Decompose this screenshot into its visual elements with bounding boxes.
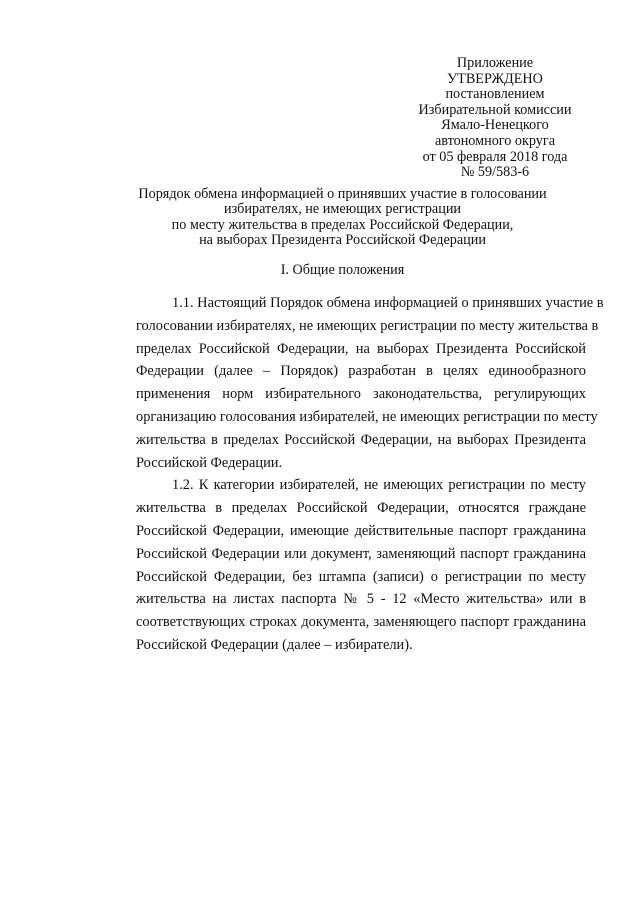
paragraph-line: организацию голосования избирателей, не имеющих регистрации по месту: [136, 408, 598, 425]
approval-line: от 05 февраля 2018 года: [422, 148, 568, 165]
paragraph-line: Российской Федерации, без штампа (записи) о регистрации по месту: [136, 568, 586, 585]
paragraph-line: Федерации (далее – Порядок) разработан в целях единообразного: [136, 363, 586, 380]
approval-line: Ямало-Ненецкого: [441, 117, 549, 134]
document-body: [100, 292, 604, 657]
paragraph-line: Российской Федерации.: [136, 454, 283, 471]
paragraph-line: жительства на листах паспорта № 5 - 12 «Место жительства» или в: [136, 591, 586, 608]
title-line: Порядок обмена информацией о принявших участие в голосовании: [138, 186, 547, 202]
paragraph-line: Российской Федерации, имеющие действительные паспорт гражданина: [136, 522, 586, 539]
paragraph-line: голосовании избирателях, не имеющих регистрации по месту жительства в: [136, 317, 599, 334]
approval-line: № 59/583-6: [460, 164, 530, 181]
title-line: избирателях, не имеющих регистрации: [223, 201, 462, 218]
paragraph-line: Российской Федерации или документ, заменяющий паспорт гражданина: [136, 545, 586, 562]
paragraph-1-2: [100, 474, 586, 656]
approval-line: Приложение: [456, 55, 534, 71]
approval-line: автономного округа: [434, 132, 556, 149]
approval-line: Избирательной комиссии: [418, 101, 572, 118]
title-line: по месту жительства в пределах Российской Федерации,: [171, 216, 514, 233]
paragraph-line: 1.1. Настоящий Порядок обмена информацией о принявших участие в: [172, 295, 604, 311]
paragraph-line: соответствующих строках документа, заменяющего паспорт гражданина: [136, 614, 586, 631]
paragraph-line: Российской Федерации (далее – избиратели).: [136, 636, 413, 653]
paragraph-line: пределах Российской Федерации, на выборах Президента Российской: [136, 340, 586, 357]
section-heading: I. Общие положения: [280, 262, 405, 278]
approval-stamp-block: [400, 56, 590, 181]
paragraph-line: применения норм избирательного законодательства, регулирующих: [136, 386, 586, 403]
title-line: на выборах Президента Российской Федерации: [199, 232, 486, 249]
approval-line: УТВЕРЖДЕНО: [447, 70, 543, 87]
approval-line: постановлением: [445, 86, 545, 103]
document-title: [100, 187, 585, 249]
paragraph-line: жительства в пределах Российской Федерации, относятся граждане: [136, 500, 586, 517]
paragraph-line: 1.2. К категории избирателей, не имеющих регистрации по месту: [172, 477, 586, 494]
paragraph-line: жительства в пределах Российской Федерации, на выборах Президента: [136, 431, 586, 448]
paragraph-1-1: [100, 292, 604, 474]
